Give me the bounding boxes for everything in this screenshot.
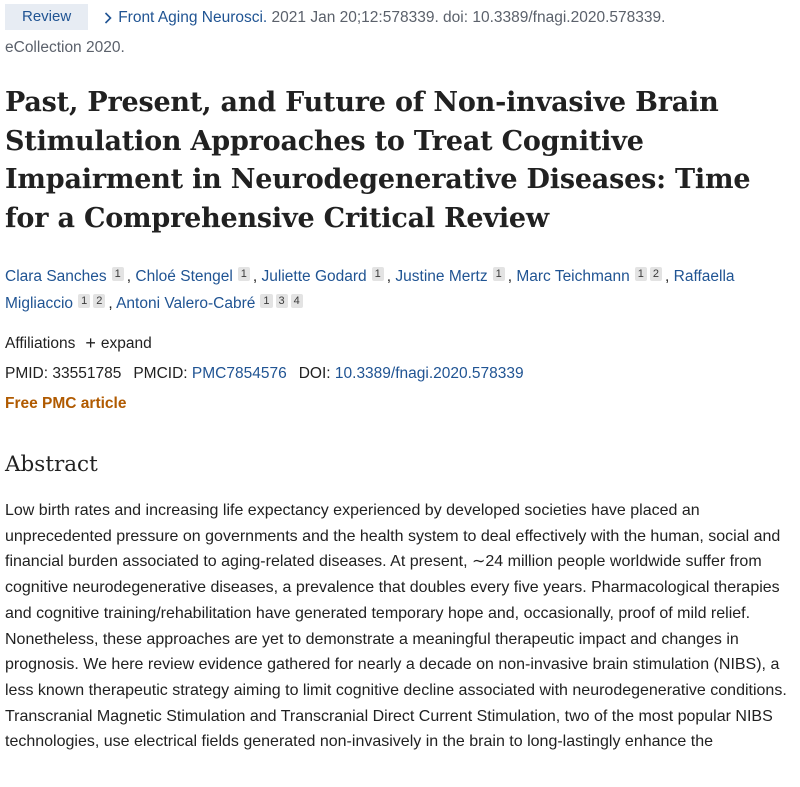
author-separator: ,	[665, 268, 674, 285]
affiliation-ref-button[interactable]: 1	[493, 267, 505, 281]
pmcid-link[interactable]: PMC7854576	[191, 365, 287, 382]
author-item	[262, 268, 387, 285]
expand-affiliations-button[interactable]	[85, 335, 151, 352]
free-pmc-article-label: Free PMC article	[5, 395, 127, 412]
pmid-value: 33551785	[52, 365, 122, 382]
author-item	[395, 268, 507, 285]
affiliation-refs	[493, 263, 508, 290]
citation-details: 2021 Jan 20;12:578339. doi: 10.3389/fnagi.2020.578339.	[267, 9, 666, 26]
author-link[interactable]: Chloé Stengel	[135, 268, 233, 285]
affiliation-refs	[372, 263, 387, 290]
identifiers-row	[5, 365, 524, 383]
affiliation-ref-button[interactable]: 1	[238, 267, 250, 281]
author-separator: ,	[252, 268, 262, 285]
pmcid-label: PMCID:	[133, 365, 188, 382]
expand-label: expand	[100, 335, 152, 352]
author-separator: ,	[507, 268, 517, 285]
affiliation-ref-button[interactable]: 1	[372, 267, 384, 281]
author-item	[135, 268, 253, 285]
author-separator: ,	[386, 268, 396, 285]
author-link[interactable]: Marc Teichmann	[516, 268, 630, 285]
chevron-right-icon	[104, 4, 112, 24]
author-item	[516, 268, 665, 285]
affiliation-ref-button[interactable]: 3	[276, 294, 288, 308]
citation-line	[5, 4, 800, 31]
author-link[interactable]: Raffaella Migliaccio	[5, 268, 735, 312]
pmid-label: PMID:	[5, 365, 49, 382]
abstract-text: Low birth rates and increasing life expectancy experienced by developed societies have placed an unprecedented pressure on governments and the health system to deal effectively with the human, social and financial burden associated to aging-related diseases. At present, ∼24 million people worldwide suffer from cognitive neurodegenerative diseases, a prevalence that doubles every five years. Pharmacological therapies and cognitive training/rehabilitation have generated temporary hope and, occasionally, proof of mild relief. Nonetheless, these approaches are yet to demonstrate a meaningful therapeutic impact and changes in prognosis. We here review evidence gathered for nearly a decade on non-invasive brain stimulation (NIBS), a less known therapeutic strategy aiming to limit cognitive decline associated with neurodegenerative conditions. Transcranial Magnetic Stimulation and Transcranial Direct Current Stimulation, two of the most popular NIBS technologies, use electrical fields generated non-invasively in the brain to long-lastingly enhance the	[5, 502, 787, 751]
review-badge[interactable]: Review	[5, 4, 88, 30]
author-link[interactable]: Justine Mertz	[395, 268, 488, 285]
author-item	[116, 295, 306, 312]
author-separator: ,	[126, 268, 136, 285]
authors-list	[5, 263, 800, 317]
author-link[interactable]: Antoni Valero-Cabré	[116, 295, 256, 312]
plus-icon: +	[85, 333, 96, 353]
affiliation-ref-button[interactable]: 1	[78, 294, 90, 308]
affiliations-row	[5, 333, 152, 354]
affiliations-label: Affiliations	[5, 335, 76, 352]
affiliation-ref-button[interactable]: 1	[260, 294, 272, 308]
affiliation-refs	[635, 263, 665, 290]
author-item	[5, 268, 127, 285]
affiliation-ref-button[interactable]: 4	[291, 294, 303, 308]
affiliation-refs	[238, 263, 253, 290]
affiliation-ref-button[interactable]: 2	[93, 294, 105, 308]
journal-link[interactable]: Front Aging Neurosci.	[118, 9, 268, 26]
article-title: Past, Present, and Future of Non-invasive Brain Stimulation Approaches to Treat Cognitive Impairment in Neurodegenerative Diseases: Time for a Comprehensive Critical Review	[5, 87, 751, 234]
doi-label: DOI:	[298, 365, 331, 382]
author-link[interactable]: Juliette Godard	[261, 268, 367, 285]
affiliation-refs	[260, 290, 305, 317]
doi-link[interactable]: 10.3389/fnagi.2020.578339	[334, 365, 524, 382]
author-separator: ,	[108, 295, 117, 312]
affiliation-ref-button[interactable]: 1	[635, 267, 647, 281]
author-link[interactable]: Clara Sanches	[5, 268, 107, 285]
ecollection-text: eCollection 2020.	[5, 39, 125, 56]
affiliation-refs	[78, 290, 108, 317]
affiliation-ref-button[interactable]: 2	[650, 267, 662, 281]
affiliation-refs	[112, 263, 127, 290]
abstract-heading: Abstract	[5, 452, 98, 477]
affiliation-ref-button[interactable]: 1	[112, 267, 124, 281]
